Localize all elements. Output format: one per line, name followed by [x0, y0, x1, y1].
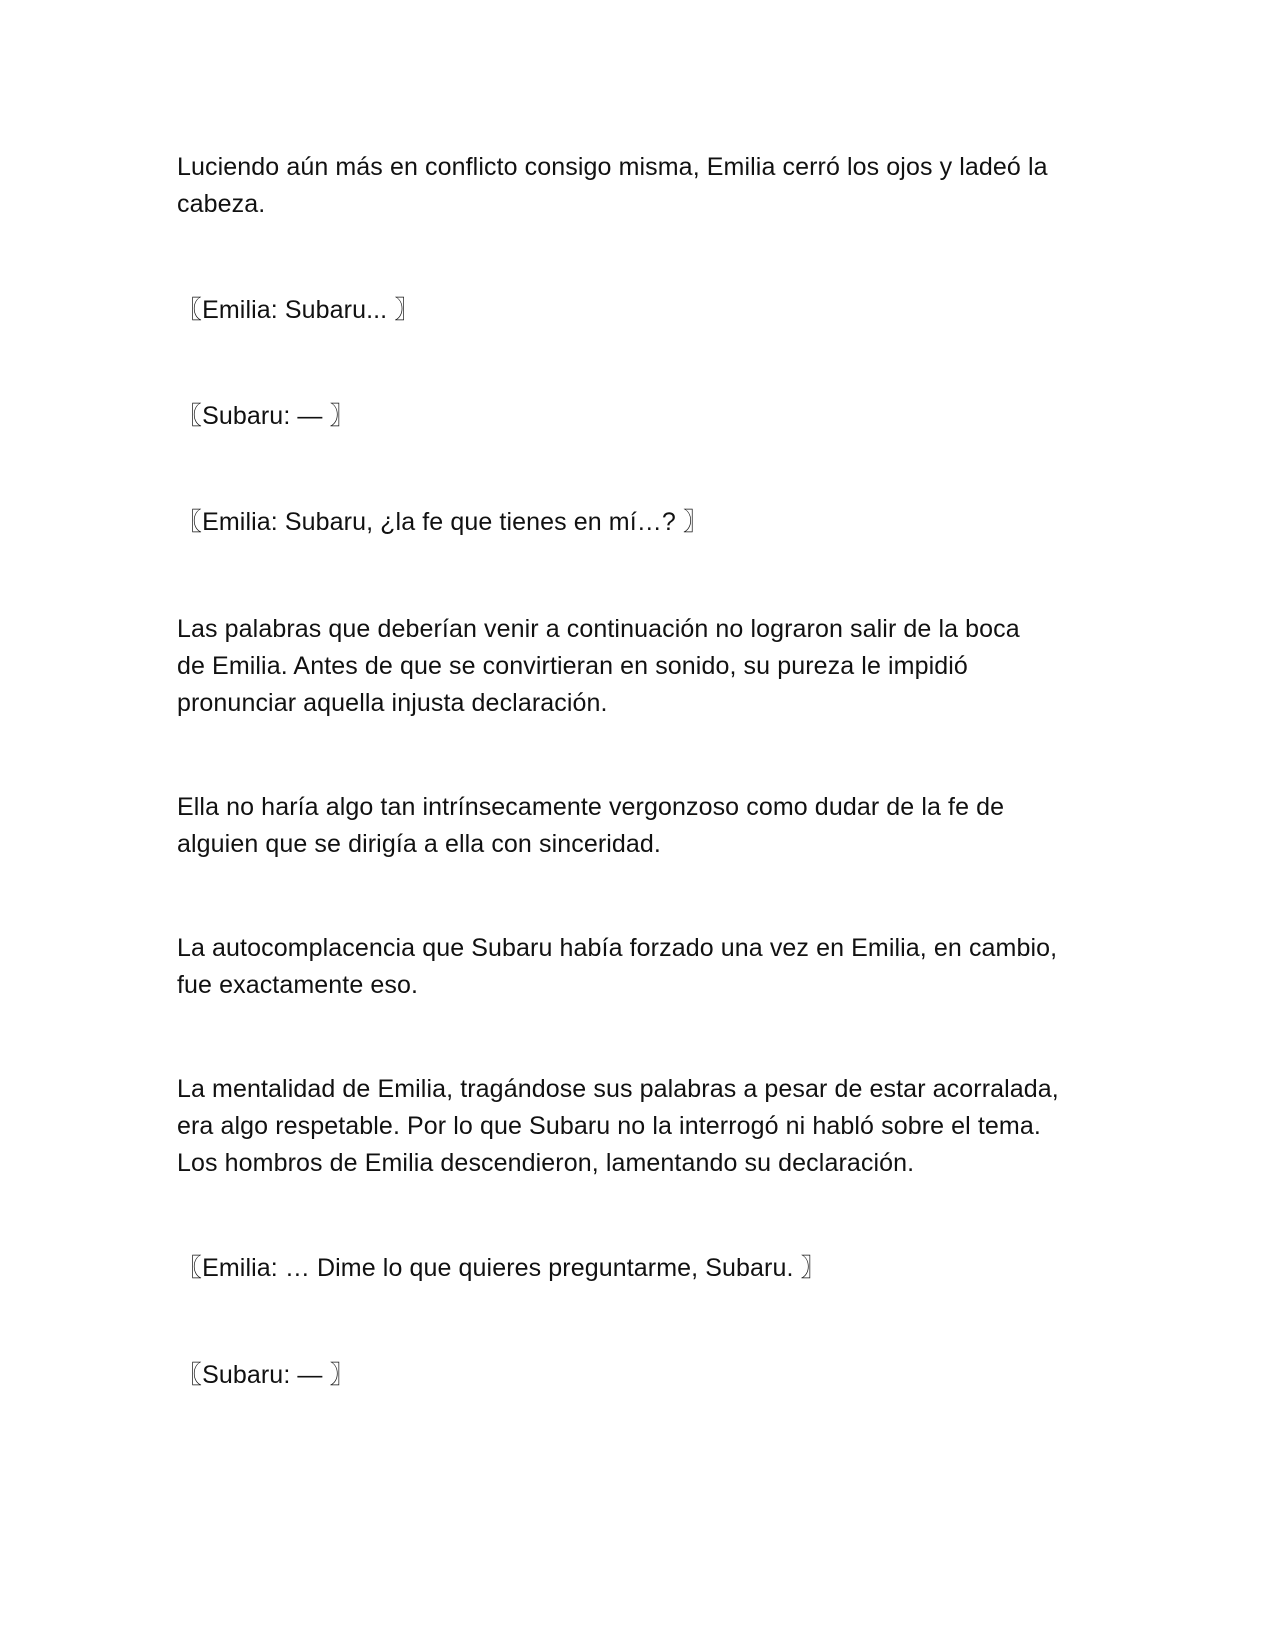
dialogue-subaru-1: 〖Subaru: — 〗 — [177, 402, 355, 430]
paragraph-1-line-2: cabeza. — [177, 190, 266, 218]
paragraph-5-line-2: era algo respetable. Por lo que Subaru no la interrogó ni habló sobre el tema. — [177, 1112, 1041, 1140]
paragraph-2-line-1: Las palabras que deberían venir a continuación no lograron salir de la boca — [177, 615, 1020, 643]
paragraph-2-line-3: pronunciar aquella injusta declaración. — [177, 689, 608, 717]
dialogue-emilia-1: 〖Emilia: Subaru... 〗 — [177, 296, 420, 324]
paragraph-5-line-3: Los hombros de Emilia descendieron, lamentando su declaración. — [177, 1149, 915, 1177]
paragraph-4-line-1: La autocomplacencia que Subaru había forzado una vez en Emilia, en cambio, — [177, 934, 1058, 962]
dialogue-emilia-2: 〖Emilia: Subaru, ¿la fe que tienes en mí…? 〗 — [177, 508, 709, 536]
paragraph-4-line-2: fue exactamente eso. — [177, 971, 419, 999]
paragraph-5-line-1: La mentalidad de Emilia, tragándose sus palabras a pesar de estar acorralada, — [177, 1075, 1059, 1103]
dialogue-emilia-3: 〖Emilia: … Dime lo que quieres preguntarme, Subaru. 〗 — [177, 1254, 826, 1282]
paragraph-2-line-2: de Emilia. Antes de que se convirtieran en sonido, su pureza le impidió — [177, 652, 968, 680]
paragraph-1-line-1: Luciendo aún más en conflicto consigo misma, Emilia cerró los ojos y ladeó la — [177, 153, 1048, 181]
paragraph-3-line-2: alguien que se dirigía a ella con sinceridad. — [177, 830, 661, 858]
paragraph-3-line-1: Ella no haría algo tan intrínsecamente vergonzoso como dudar de la fe de — [177, 793, 1005, 821]
dialogue-subaru-2: 〖Subaru: — 〗 — [177, 1361, 355, 1389]
